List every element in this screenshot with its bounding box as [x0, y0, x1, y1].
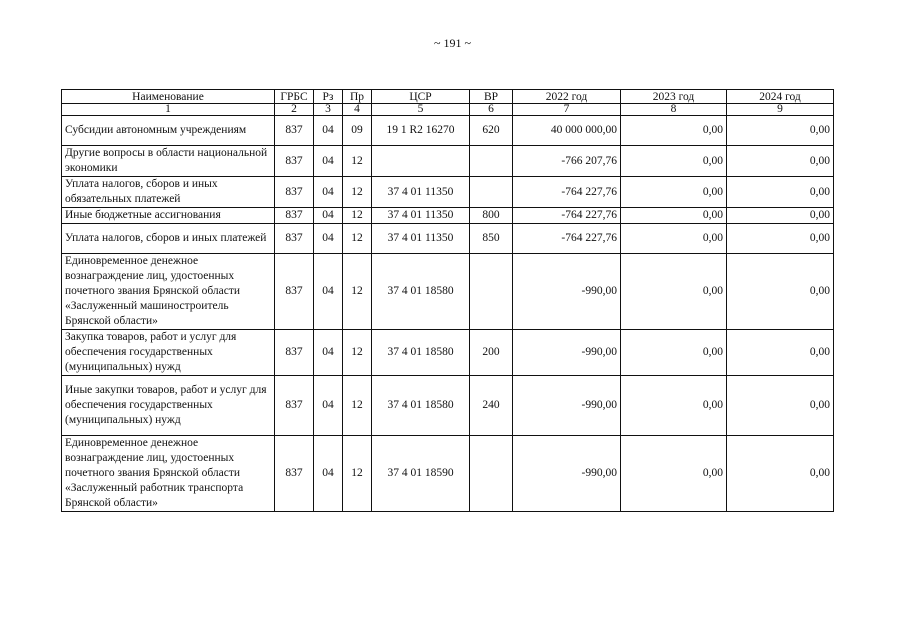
row-2023: 0,00	[621, 224, 727, 254]
row-pr: 12	[343, 177, 372, 208]
row-2024: 0,00	[727, 224, 834, 254]
row-2023: 0,00	[621, 254, 727, 330]
table-row	[62, 208, 834, 224]
row-grbs: 837	[275, 376, 314, 436]
row-name: Иные закупки товаров, работ и услуг для обеспечения государственных (муниципальных) нужд	[62, 376, 275, 436]
row-2022: -990,00	[513, 376, 621, 436]
row-csr	[372, 146, 470, 177]
row-2023: 0,00	[621, 208, 727, 224]
header-vr: ВР	[470, 90, 513, 104]
row-pr: 09	[343, 116, 372, 146]
row-rz: 04	[314, 224, 343, 254]
row-2024: 0,00	[727, 177, 834, 208]
header-2022: 2022 год	[513, 90, 621, 104]
row-2024: 0,00	[727, 330, 834, 376]
row-csr: 37 4 01 18580	[372, 254, 470, 330]
row-grbs: 837	[275, 224, 314, 254]
row-2022: 40 000 000,00	[513, 116, 621, 146]
row-vr: 850	[470, 224, 513, 254]
row-2022: -764 227,76	[513, 177, 621, 208]
row-pr: 12	[343, 330, 372, 376]
row-rz: 04	[314, 330, 343, 376]
row-rz: 04	[314, 208, 343, 224]
row-pr: 12	[343, 146, 372, 177]
column-number: 5	[372, 104, 470, 116]
row-2023: 0,00	[621, 436, 727, 512]
row-2024: 0,00	[727, 208, 834, 224]
page-number: ~ 191 ~	[434, 36, 471, 50]
row-2022: -764 227,76	[513, 224, 621, 254]
row-2022: -766 207,76	[513, 146, 621, 177]
row-rz: 04	[314, 254, 343, 330]
row-2022: -990,00	[513, 436, 621, 512]
row-csr: 37 4 01 18580	[372, 376, 470, 436]
header-rz: Рз	[314, 90, 343, 104]
row-2022: -990,00	[513, 330, 621, 376]
row-rz: 04	[314, 177, 343, 208]
row-rz: 04	[314, 116, 343, 146]
header-2023: 2023 год	[621, 90, 727, 104]
row-vr	[470, 177, 513, 208]
row-2023: 0,00	[621, 146, 727, 177]
row-grbs: 837	[275, 146, 314, 177]
row-grbs: 837	[275, 116, 314, 146]
column-number: 4	[343, 104, 372, 116]
row-vr: 240	[470, 376, 513, 436]
row-csr: 19 1 R2 16270	[372, 116, 470, 146]
row-csr: 37 4 01 11350	[372, 224, 470, 254]
row-2023: 0,00	[621, 177, 727, 208]
row-grbs: 837	[275, 208, 314, 224]
header-grbs: ГРБС	[275, 90, 314, 104]
row-pr: 12	[343, 254, 372, 330]
row-2022: -764 227,76	[513, 208, 621, 224]
row-name: Иные бюджетные ассигнования	[62, 208, 275, 224]
column-number: 7	[513, 104, 621, 116]
row-vr: 620	[470, 116, 513, 146]
table-row	[62, 330, 834, 376]
table-row	[62, 224, 834, 254]
header-name: Наименование	[62, 90, 275, 104]
table-row	[62, 116, 834, 146]
column-number-row	[62, 104, 834, 116]
row-grbs: 837	[275, 436, 314, 512]
column-number: 8	[621, 104, 727, 116]
row-2024: 0,00	[727, 376, 834, 436]
row-rz: 04	[314, 376, 343, 436]
row-2023: 0,00	[621, 376, 727, 436]
column-number: 3	[314, 104, 343, 116]
row-pr: 12	[343, 436, 372, 512]
row-vr	[470, 146, 513, 177]
row-vr	[470, 254, 513, 330]
row-vr: 800	[470, 208, 513, 224]
row-rz: 04	[314, 436, 343, 512]
row-vr	[470, 436, 513, 512]
row-2024: 0,00	[727, 436, 834, 512]
row-vr: 200	[470, 330, 513, 376]
row-name: Уплата налогов, сборов и иных обязательных платежей	[62, 177, 275, 208]
row-csr: 37 4 01 11350	[372, 208, 470, 224]
row-2024: 0,00	[727, 146, 834, 177]
table-row	[62, 177, 834, 208]
row-2022: -990,00	[513, 254, 621, 330]
row-csr: 37 4 01 18580	[372, 330, 470, 376]
row-name: Единовременное денежное вознаграждение лиц, удостоенных почетного звания Брянской области «Заслуженный работник транспорта Брянской области»	[62, 436, 275, 512]
header-row	[62, 90, 834, 104]
row-2024: 0,00	[727, 116, 834, 146]
header-csr: ЦСР	[372, 90, 470, 104]
row-grbs: 837	[275, 330, 314, 376]
row-pr: 12	[343, 376, 372, 436]
table-row	[62, 146, 834, 177]
column-number: 2	[275, 104, 314, 116]
table-row	[62, 254, 834, 330]
row-2023: 0,00	[621, 330, 727, 376]
row-grbs: 837	[275, 254, 314, 330]
row-grbs: 837	[275, 177, 314, 208]
row-rz: 04	[314, 146, 343, 177]
row-2023: 0,00	[621, 116, 727, 146]
table-row	[62, 436, 834, 512]
row-csr: 37 4 01 18590	[372, 436, 470, 512]
column-number: 9	[727, 104, 834, 116]
row-csr: 37 4 01 11350	[372, 177, 470, 208]
header-pr: Пр	[343, 90, 372, 104]
row-name: Закупка товаров, работ и услуг для обеспечения государственных (муниципальных) нужд	[62, 330, 275, 376]
row-pr: 12	[343, 224, 372, 254]
table-row	[62, 376, 834, 436]
column-number: 1	[62, 104, 275, 116]
row-name: Другие вопросы в области национальной экономики	[62, 146, 275, 177]
row-name: Единовременное денежное вознаграждение лиц, удостоенных почетного звания Брянской области «Заслуженный машиностроитель Брянской области»	[62, 254, 275, 330]
header-2024: 2024 год	[727, 90, 834, 104]
row-name: Субсидии автономным учреждениям	[62, 116, 275, 146]
budget-table	[61, 89, 834, 512]
column-number: 6	[470, 104, 513, 116]
row-pr: 12	[343, 208, 372, 224]
row-name: Уплата налогов, сборов и иных платежей	[62, 224, 275, 254]
row-2024: 0,00	[727, 254, 834, 330]
